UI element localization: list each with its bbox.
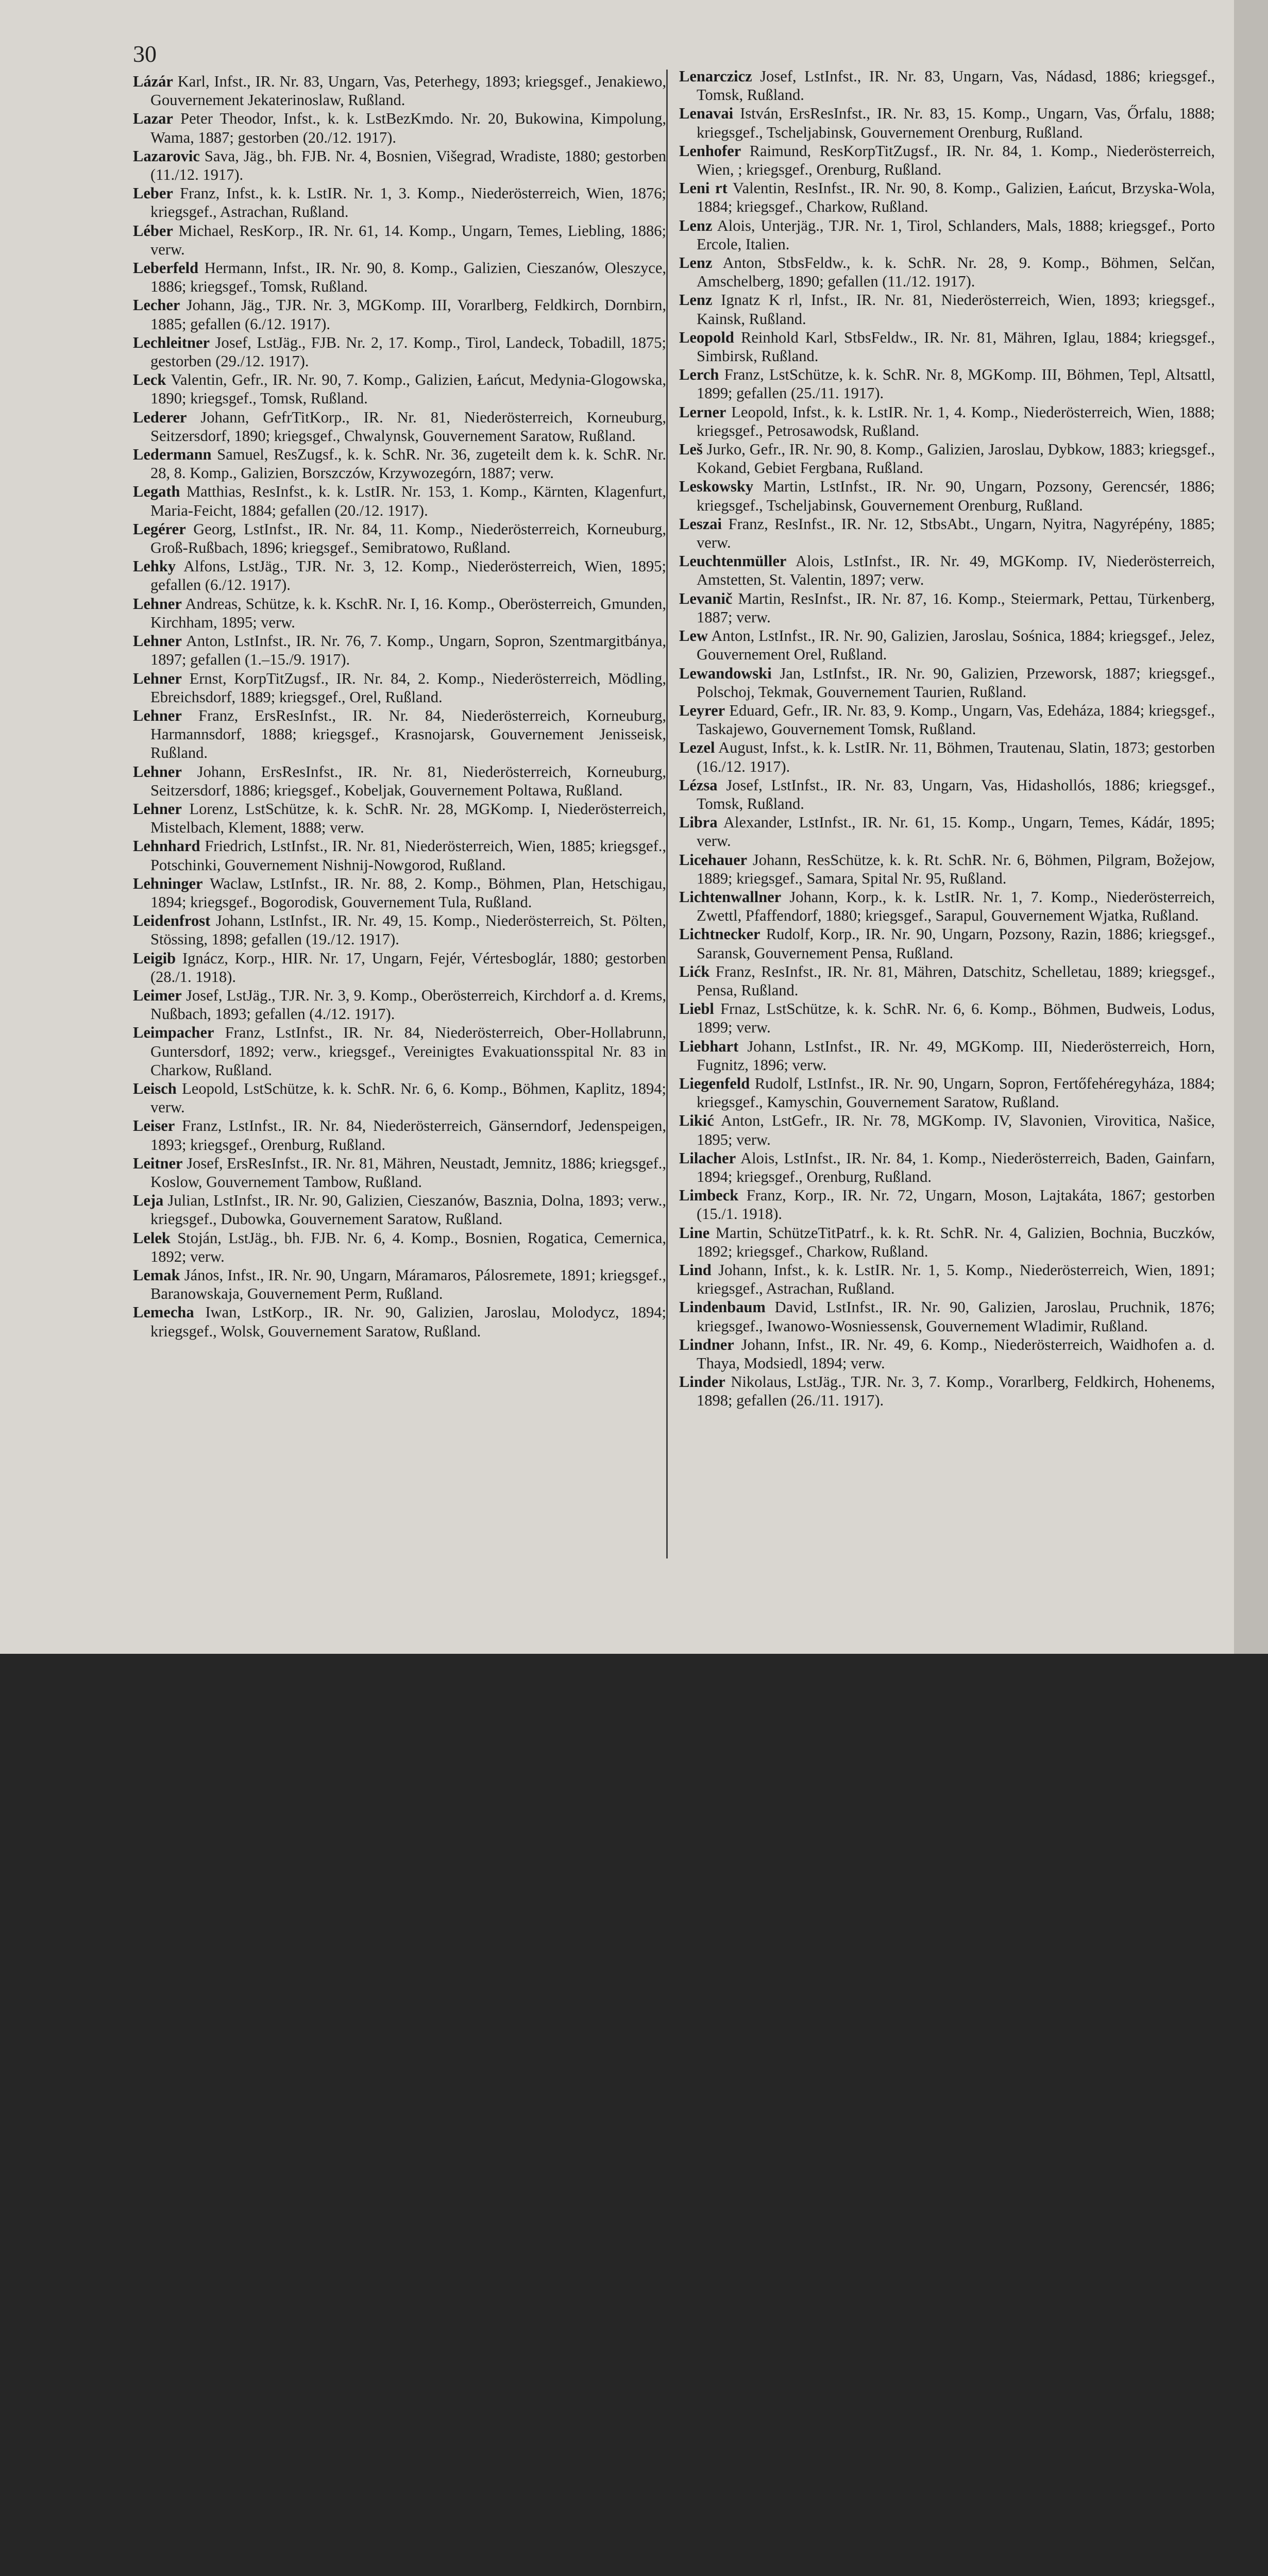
entry-surname: Lehner bbox=[133, 706, 182, 724]
entry-surname: Leja bbox=[133, 1192, 164, 1210]
list-item bbox=[679, 962, 1215, 999]
entry-surname: Leidenfrost bbox=[133, 912, 211, 930]
entry-details: Alois, LstInfst., IR. Nr. 49, MGKomp. IV, Niederösterreich, Amstetten, St. Valentin, 1897; verw. bbox=[697, 552, 1215, 589]
entry-surname: Lind bbox=[679, 1261, 712, 1279]
entry-details: Raimund, ResKorpTitZugsf., IR. Nr. 84, 1. Komp., Niederösterreich, Wien, ; kriegsgef., Orenburg, Rußland. bbox=[697, 142, 1215, 179]
entry-surname: Lenz bbox=[679, 254, 713, 272]
entry-details: Ignácz, Korp., HIR. Nr. 17, Ungarn, Fejér, Vértesboglár, 1880; gestorben (28./1. 1918). bbox=[150, 949, 666, 986]
entry-surname: Leimer bbox=[133, 986, 182, 1004]
entry-details: Martin, LstInfst., IR. Nr. 90, Ungarn, Pozsony, Gerencsér, 1886; kriegsgef., Tscheljabinsk, Gouvernement Orenburg, Rußland. bbox=[697, 478, 1215, 514]
list-item bbox=[679, 515, 1215, 552]
list-item bbox=[679, 701, 1215, 738]
list-item bbox=[133, 1191, 666, 1228]
entry-surname: Leck bbox=[133, 371, 166, 389]
list-item bbox=[679, 888, 1215, 925]
list-item bbox=[679, 291, 1215, 328]
entry-surname: Leimpacher bbox=[133, 1024, 214, 1042]
entry-surname: Lehner bbox=[133, 800, 182, 818]
entry-details: Alfons, LstJäg., TJR. Nr. 3, 12. Komp., Niederösterreich, Wien, 1895; gefallen (6./12. 1917). bbox=[150, 557, 666, 594]
entry-details: Sava, Jäg., bh. FJB. Nr. 4, Bosnien, Višegrad, Wradiste, 1880; gestorben (11./12. 1917). bbox=[150, 147, 666, 184]
list-item bbox=[133, 837, 666, 874]
list-item bbox=[679, 552, 1215, 589]
entry-surname: Lićk bbox=[679, 962, 710, 980]
entry-surname: Lenhofer bbox=[679, 142, 741, 160]
entry-surname: Lewandowski bbox=[679, 664, 772, 682]
entry-details: Josef, ErsResInfst., IR. Nr. 81, Mähren, Neustadt, Jemnitz, 1886; kriegsgef., Koslow, Gouvernement Tambow, Rußland. bbox=[150, 1154, 666, 1191]
entry-surname: Limbeck bbox=[679, 1187, 739, 1205]
entry-surname: Leš bbox=[679, 440, 703, 459]
entry-surname: Liegenfeld bbox=[679, 1074, 750, 1092]
list-item bbox=[133, 874, 666, 911]
entry-surname: Lerner bbox=[679, 403, 726, 421]
entry-surname: Levanič bbox=[679, 589, 733, 607]
list-item bbox=[679, 1224, 1215, 1261]
entry-surname: Lazar bbox=[133, 110, 173, 128]
entry-details: Hermann, Infst., IR. Nr. 90, 8. Komp., Galizien, Cieszanów, Oleszyce, 1886; kriegsgef., Tomsk, Rußland. bbox=[150, 259, 666, 296]
entry-details: Julian, LstInfst., IR. Nr. 90, Galizien, Cieszanów, Basznia, Dolna, 1893; verw., kriegsgef., Dubowka, Gouvernement Saratow, Rußland. bbox=[150, 1192, 666, 1228]
entry-surname: Licehauer bbox=[679, 851, 748, 869]
list-item bbox=[133, 595, 666, 632]
list-item bbox=[133, 1266, 666, 1303]
entry-details: Rudolf, LstInfst., IR. Nr. 90, Ungarn, Sopron, Fertőfehéregyháza, 1884; kriegsgef., Kamyschin, Gouvernement Saratow, Rußland. bbox=[697, 1074, 1215, 1111]
list-item bbox=[679, 142, 1215, 179]
entry-surname: Leskowsky bbox=[679, 478, 754, 496]
entry-details: Iwan, LstKorp., IR. Nr. 90, Galizien, Jaroslau, Molodycz, 1894; kriegsgef., Wolsk, Gouvernement Saratow, Rußland. bbox=[150, 1303, 666, 1340]
entry-details: Anton, LstGefr., IR. Nr. 78, MGKomp. IV, Slavonien, Virovitica, Našice, 1895; verw. bbox=[697, 1112, 1215, 1148]
entry-details: Josef, LstJäg., TJR. Nr. 3, 9. Komp., Oberösterreich, Kirchdorf a. d. Krems, Nußbach, 1893; gefallen (4./12. 1917). bbox=[150, 986, 666, 1023]
list-item bbox=[679, 328, 1215, 365]
entry-surname: Line bbox=[679, 1224, 710, 1242]
list-item bbox=[133, 408, 666, 445]
list-item bbox=[133, 1023, 666, 1079]
page-edge bbox=[1234, 0, 1268, 1654]
entry-surname: Lehnhard bbox=[133, 837, 200, 855]
entry-surname: Lechleitner bbox=[133, 333, 210, 351]
viewer-footer bbox=[0, 1654, 1268, 1751]
list-item bbox=[679, 477, 1215, 514]
entry-surname: Léber bbox=[133, 222, 173, 240]
list-item bbox=[133, 333, 666, 370]
list-item bbox=[679, 403, 1215, 440]
entry-surname: Libra bbox=[679, 814, 718, 832]
list-item bbox=[133, 222, 666, 259]
entry-surname: Liebhart bbox=[679, 1037, 739, 1055]
list-item bbox=[679, 776, 1215, 813]
entry-details: Eduard, Gefr., IR. Nr. 83, 9. Komp., Ungarn, Vas, Edeháza, 1884; kriegsgef., Taskajewo, Gouvernement Tomsk, Rußland. bbox=[697, 701, 1215, 738]
list-item bbox=[133, 370, 666, 408]
entry-details: Franz, Korp., IR. Nr. 72, Ungarn, Moson, Lajtakáta, 1867; gestorben (15./1. 1918). bbox=[697, 1187, 1215, 1223]
page-number: 30 bbox=[133, 41, 157, 67]
entry-surname: Leszai bbox=[679, 515, 722, 533]
list-item bbox=[679, 664, 1215, 701]
entry-surname: Lederer bbox=[133, 408, 187, 426]
entry-details: Waclaw, LstInfst., IR. Nr. 88, 2. Komp., Böhmen, Plan, Hetschigau, 1894; kriegsgef., Bogorodisk, Gouvernement Tula, Rußland. bbox=[150, 874, 666, 911]
entry-surname: Leigib bbox=[133, 949, 176, 967]
list-item bbox=[679, 253, 1215, 291]
entry-surname: Lindner bbox=[679, 1335, 734, 1353]
list-item bbox=[679, 1261, 1215, 1298]
entry-surname: Linder bbox=[679, 1373, 725, 1391]
entry-details: Franz, LstInfst., IR. Nr. 84, Niederösterreich, Gänserndorf, Jedenspeigen, 1893; kriegsgef., Orenburg, Rußland. bbox=[150, 1117, 666, 1154]
entry-surname: Lenarczicz bbox=[679, 67, 752, 85]
list-item bbox=[679, 440, 1215, 477]
entry-details: Anton, StbsFeldw., k. k. SchR. Nr. 28, 9. Komp., Böhmen, Selčan, Amschelberg, 1890; gefallen (11./12. 1917). bbox=[697, 254, 1215, 291]
entry-surname: Leopold bbox=[679, 328, 734, 346]
entry-details: Andreas, Schütze, k. k. KschR. Nr. I, 16. Komp., Oberösterreich, Gmunden, Kirchham, 1895; verw. bbox=[150, 595, 666, 631]
entry-details: Franz, ResInfst., IR. Nr. 81, Mähren, Datschitz, Schelletau, 1889; kriegsgef., Pensa, Rußland. bbox=[697, 962, 1215, 999]
entry-surname: Lew bbox=[679, 627, 708, 645]
list-item bbox=[133, 482, 666, 519]
entry-details: Frnaz, LstSchütze, k. k. SchR. Nr. 6, 6. Komp., Böhmen, Budweis, Lodus, 1899; verw. bbox=[697, 1000, 1215, 1037]
entry-surname: Lecher bbox=[133, 296, 180, 314]
entry-details: Nikolaus, LstJäg., TJR. Nr. 3, 7. Komp., Vorarlberg, Feldkirch, Hohenems, 1898; gefallen (26./11. 1917). bbox=[697, 1373, 1215, 1410]
list-item bbox=[133, 1229, 666, 1266]
list-item bbox=[679, 1037, 1215, 1074]
list-item bbox=[679, 1074, 1215, 1111]
entry-details: Anton, LstInfst., IR. Nr. 90, Galizien, Jaroslau, Sośnica, 1884; kriegsgef., Jelez, Gouvernement Orel, Rußland. bbox=[697, 627, 1215, 664]
entry-details: Franz, Infst., k. k. LstIR. Nr. 1, 3. Komp., Niederösterreich, Wien, 1876; kriegsgef., Astrachan, Rußland. bbox=[150, 184, 666, 221]
entry-details: Johann, ResSchütze, k. k. Rt. SchR. Nr. 6, Böhmen, Pilgram, Božejow, 1889; kriegsgef., Samara, Spital Nr. 95, Rußland. bbox=[697, 851, 1215, 887]
list-item bbox=[679, 999, 1215, 1037]
entry-surname: Lézsa bbox=[679, 776, 718, 794]
entry-details: István, ErsResInfst., IR. Nr. 83, 15. Komp., Ungarn, Vas, Őrfalu, 1888; kriegsgef., Tscheljabinsk, Gouvernement Orenburg, Rußland. bbox=[697, 105, 1215, 141]
entry-details: Michael, ResKorp., IR. Nr. 61, 14. Komp., Ungarn, Temes, Liebling, 1886; verw. bbox=[150, 222, 666, 258]
entry-surname: Lehner bbox=[133, 595, 182, 613]
list-item bbox=[679, 1186, 1215, 1223]
entry-details: Rudolf, Korp., IR. Nr. 90, Ungarn, Pozsony, Razin, 1886; kriegsgef., Saransk, Gouvernement Pensa, Rußland. bbox=[697, 925, 1215, 962]
entry-details: Ernst, KorpTitZugsf., IR. Nr. 84, 2. Komp., Niederösterreich, Mödling, Ebreichsdorf, 1889; kriegsgef., Orel, Rußland. bbox=[150, 669, 666, 706]
entry-surname: Lezel bbox=[679, 739, 715, 757]
list-item bbox=[133, 147, 666, 184]
entry-surname: Lilacher bbox=[679, 1149, 736, 1167]
list-item bbox=[133, 259, 666, 296]
entry-surname: Lenz bbox=[679, 216, 713, 234]
list-item bbox=[679, 1335, 1215, 1372]
entry-surname: Leberfeld bbox=[133, 259, 199, 277]
entry-details: Josef, LstInfst., IR. Nr. 83, Ungarn, Vas, Nádasd, 1886; kriegsgef., Tomsk, Rußland. bbox=[697, 67, 1215, 104]
entry-surname: Ledermann bbox=[133, 446, 212, 464]
list-item bbox=[679, 1111, 1215, 1148]
entry-details: Samuel, ResZugsf., k. k. SchR. Nr. 36, zugeteilt dem k. k. SchR. Nr. 28, 8. Komp., Galizien, Borszczów, Krzywozegórn, 1887; verw. bbox=[150, 446, 666, 482]
list-item bbox=[679, 851, 1215, 888]
entry-surname: Lichtnecker bbox=[679, 925, 760, 943]
entry-details: Georg, LstInfst., IR. Nr. 84, 11. Komp., Niederösterreich, Korneuburg, Groß-Rußbach, 1896; kriegsgef., Semibratowo, Rußland. bbox=[150, 520, 666, 557]
list-item bbox=[133, 1154, 666, 1191]
list-item bbox=[133, 706, 666, 762]
right-column bbox=[679, 67, 1215, 1410]
entry-details: Stoján, LstJäg., bh. FJB. Nr. 6, 4. Komp., Bosnien, Rogatica, Cemernica, 1892; verw. bbox=[150, 1229, 666, 1265]
entry-surname: Leitner bbox=[133, 1154, 183, 1172]
entry-details: Johann, Infst., k. k. LstIR. Nr. 1, 5. Komp., Niederösterreich, Wien, 1891; kriegsgef., Astrachan, Rußland. bbox=[697, 1261, 1215, 1298]
entry-details: Leopold, LstSchütze, k. k. SchR. Nr. 6, 6. Komp., Böhmen, Kaplitz, 1894; verw. bbox=[150, 1079, 666, 1116]
list-item bbox=[679, 589, 1215, 626]
entry-surname: Lehner bbox=[133, 762, 182, 781]
list-item bbox=[679, 738, 1215, 775]
entry-details: Johann, GefrTitKorp., IR. Nr. 81, Niederösterreich, Korneuburg, Seitzersdorf, 1890; kriegsgef., Chwalynsk, Gouvernement Saratow, Rußland. bbox=[150, 408, 666, 445]
entry-surname: Legath bbox=[133, 483, 180, 501]
list-item bbox=[133, 72, 666, 109]
list-item bbox=[679, 1372, 1215, 1410]
list-item bbox=[679, 104, 1215, 141]
list-item bbox=[133, 949, 666, 986]
entry-details: Johann, Jäg., TJR. Nr. 3, MGKomp. III, Vorarlberg, Feldkirch, Dornbirn, 1885; gefallen (6./12. 1917). bbox=[150, 296, 666, 333]
entry-details: Johann, ErsResInfst., IR. Nr. 81, Niederösterreich, Korneuburg, Seitzersdorf, 1886; kriegsgef., Kobeljak, Gouvernement Poltawa, Rußland. bbox=[150, 762, 666, 799]
entry-surname: Lehner bbox=[133, 632, 182, 650]
list-item bbox=[679, 626, 1215, 664]
entry-surname: Leber bbox=[133, 184, 173, 202]
entry-details: David, LstInfst., IR. Nr. 90, Galizien, Jaroslau, Pruchnik, 1876; kriegsgef., Iwanowo-Wosniessensk, Gouvernement Wladimir, Rußland. bbox=[697, 1298, 1215, 1335]
entry-details: Anton, LstInfst., IR. Nr. 76, 7. Komp., Ungarn, Sopron, Szentmargitbánya, 1897; gefallen (1.–15./9. 1917). bbox=[150, 632, 666, 669]
list-item bbox=[679, 1149, 1215, 1186]
entry-details: Jurko, Gefr., IR. Nr. 90, 8. Komp., Galizien, Jaroslau, Dybkow, 1883; kriegsgef., Kokand, Gebiet Fergbana, Rußland. bbox=[697, 440, 1215, 477]
entry-surname: Leyrer bbox=[679, 701, 725, 719]
entry-surname: Lenz bbox=[679, 291, 713, 309]
entry-details: Peter Theodor, Infst., k. k. LstBezKmdo. Nr. 20, Bukowina, Kimpolung, Wama, 1887; gestorben (20./12. 1917). bbox=[150, 110, 666, 146]
entry-details: Ignatz K rl, Infst., IR. Nr. 81, Niederösterreich, Wien, 1893; kriegsgef., Kainsk, Rußland. bbox=[697, 291, 1215, 328]
entry-surname: Lelek bbox=[133, 1229, 171, 1247]
entry-details: Reinhold Karl, StbsFeldw., IR. Nr. 81, Mähren, Iglau, 1884; kriegsgef., Simbirsk, Rußland. bbox=[697, 328, 1215, 365]
list-item bbox=[679, 179, 1215, 216]
entry-details: Valentin, Gefr., IR. Nr. 90, 7. Komp., Galizien, Łańcut, Medynia-Glogowska, 1890; kriegsgef., Tomsk, Rußland. bbox=[150, 371, 666, 408]
entry-details: Franz, LstInfst., IR. Nr. 84, Niederösterreich, Ober-Hollabrunn, Guntersdorf, 1892; verw., kriegsgef., Vereinigtes Evakuationsspital Nr. 83 in Charkow, Rußland. bbox=[150, 1024, 666, 1079]
list-item bbox=[133, 1079, 666, 1116]
entry-details: Johann, LstInfst., IR. Nr. 49, 15. Komp., Niederösterreich, St. Pölten, Stössing, 1898; gefallen (19./12. 1917). bbox=[150, 912, 666, 948]
list-item bbox=[133, 762, 666, 800]
list-item bbox=[133, 632, 666, 669]
entry-surname: Leiser bbox=[133, 1117, 175, 1135]
entry-surname: Lehninger bbox=[133, 874, 203, 892]
entry-details: Franz, ErsResInfst., IR. Nr. 84, Niederösterreich, Korneuburg, Harmannsdorf, 1888; kriegsgef., Krasnojarsk, Gouvernement Jenisseisk, Rußland. bbox=[150, 706, 666, 762]
entry-surname: Lenavai bbox=[679, 105, 734, 123]
entry-details: Franz, ResInfst., IR. Nr. 12, StbsAbt., Ungarn, Nyitra, Nagyrépény, 1885; verw. bbox=[697, 515, 1215, 552]
entry-details: Alois, LstInfst., IR. Nr. 84, 1. Komp., Niederösterreich, Baden, Gainfarn, 1894; kriegsgef., Orenburg, Rußland. bbox=[697, 1149, 1215, 1185]
entry-details: Alexander, LstInfst., IR. Nr. 61, 15. Komp., Ungarn, Temes, Kádár, 1895; verw. bbox=[697, 814, 1215, 850]
entry-details: Martin, SchützeTitPatrf., k. k. Rt. SchR. Nr. 4, Galizien, Bochnia, Buczków, 1892; kriegsgef., Charkow, Rußland. bbox=[697, 1224, 1215, 1260]
entry-surname: Legérer bbox=[133, 520, 186, 538]
entry-details: August, Infst., k. k. LstIR. Nr. 11, Böhmen, Trautenau, Slatin, 1873; gestorben (16./12. 1917). bbox=[697, 739, 1215, 775]
entry-details: Johann, Infst., IR. Nr. 49, 6. Komp., Niederösterreich, Waidhofen a. d. Thaya, Modsiedl, 1894; verw. bbox=[697, 1335, 1215, 1372]
entry-details: Leopold, Infst., k. k. LstIR. Nr. 1, 4. Komp., Niederösterreich, Wien, 1888; kriegsgef., Petrosawodsk, Rußland. bbox=[697, 403, 1215, 439]
entry-details: Josef, LstJäg., FJB. Nr. 2, 17. Komp., Tirol, Landeck, Tobadill, 1875; gestorben (29./12. 1917). bbox=[150, 333, 666, 370]
entry-details: Lorenz, LstSchütze, k. k. SchR. Nr. 28, MGKomp. I, Niederösterreich, Mistelbach, Klement, 1888; verw. bbox=[150, 800, 666, 837]
entry-surname: Leisch bbox=[133, 1079, 177, 1097]
list-item bbox=[133, 557, 666, 594]
column-divider bbox=[666, 70, 668, 1558]
list-item bbox=[133, 986, 666, 1023]
left-column bbox=[133, 72, 666, 1341]
entry-details: Valentin, ResInfst., IR. Nr. 90, 8. Komp., Galizien, Łańcut, Brzyska-Wola, 1884; kriegsgef., Charkow, Rußland. bbox=[697, 179, 1215, 216]
list-item bbox=[133, 296, 666, 333]
entry-surname: Lazarovic bbox=[133, 147, 200, 165]
entry-surname: Leni rt bbox=[679, 179, 728, 197]
list-item bbox=[133, 800, 666, 837]
entry-surname: Lichtenwallner bbox=[679, 888, 782, 906]
entry-details: Johann, LstInfst., IR. Nr. 49, MGKomp. III, Niederösterreich, Horn, Fugnitz, 1896; verw. bbox=[697, 1037, 1215, 1074]
entry-surname: Leuchtenmüller bbox=[679, 552, 787, 570]
entry-details: Martin, ResInfst., IR. Nr. 87, 16. Komp., Steiermark, Pettau, Türkenberg, 1887; verw. bbox=[697, 589, 1215, 626]
entry-details: Johann, Korp., k. k. LstIR. Nr. 1, 7. Komp., Niederösterreich, Zwettl, Pfaffendorf, 1880; kriegsgef., Sarapul, Gouvernement Wjatka, Rußland. bbox=[697, 888, 1215, 925]
entry-details: János, Infst., IR. Nr. 90, Ungarn, Máramaros, Pálosremete, 1891; kriegsgef., Baranowskaja, Gouvernement Perm, Rußland. bbox=[150, 1266, 666, 1303]
entry-details: Friedrich, LstInfst., IR. Nr. 81, Niederösterreich, Wien, 1885; kriegsgef., Potschinki, Gouvernement Nishnij-Nowgorod, Rußland. bbox=[150, 837, 666, 874]
entry-details: Karl, Infst., IR. Nr. 83, Ungarn, Vas, Peterhegy, 1893; kriegsgef., Jenakiewo, Gouvernement Jekaterinoslaw, Rußland. bbox=[150, 73, 666, 109]
list-item bbox=[133, 184, 666, 221]
list-item bbox=[679, 813, 1215, 850]
entry-surname: Liebl bbox=[679, 1000, 714, 1018]
list-item bbox=[133, 669, 666, 706]
entry-surname: Lemecha bbox=[133, 1303, 194, 1321]
entry-details: Josef, LstInfst., IR. Nr. 83, Ungarn, Vas, Hidashollós, 1886; kriegsgef., Tomsk, Rußland. bbox=[697, 776, 1215, 812]
entry-surname: Lemak bbox=[133, 1266, 180, 1284]
entry-surname: Lehky bbox=[133, 557, 176, 575]
entry-details: Matthias, ResInfst., k. k. LstIR. Nr. 153, 1. Komp., Kärnten, Klagenfurt, Maria-Feicht, 1884; gefallen (20./12. 1917). bbox=[150, 483, 666, 519]
list-item bbox=[133, 109, 666, 146]
list-item bbox=[133, 911, 666, 948]
entry-surname: Likić bbox=[679, 1112, 714, 1130]
list-item bbox=[679, 67, 1215, 104]
entry-details: Jan, LstInfst., IR. Nr. 90, Galizien, Przeworsk, 1887; kriegsgef., Polschoj, Tekmak, Gouvernement Taurien, Rußland. bbox=[697, 664, 1215, 701]
list-item bbox=[679, 216, 1215, 253]
entry-surname: Lehner bbox=[133, 669, 182, 687]
entry-surname: Lázár bbox=[133, 73, 173, 90]
entry-details: Alois, Unterjäg., TJR. Nr. 1, Tirol, Schlanders, Mals, 1888; kriegsgef., Porto Ercole, Italien. bbox=[697, 216, 1215, 253]
list-item bbox=[133, 445, 666, 482]
list-item bbox=[133, 520, 666, 557]
entry-surname: Lindenbaum bbox=[679, 1298, 766, 1316]
entry-details: Franz, LstSchütze, k. k. SchR. Nr. 8, MGKomp. III, Böhmen, Tepl, Altsattl, 1899; gefallen (25./11. 1917). bbox=[697, 366, 1215, 402]
list-item bbox=[679, 925, 1215, 962]
list-item bbox=[679, 365, 1215, 402]
list-item bbox=[133, 1303, 666, 1340]
list-item bbox=[133, 1116, 666, 1154]
entry-surname: Lerch bbox=[679, 366, 719, 384]
list-item bbox=[679, 1298, 1215, 1335]
